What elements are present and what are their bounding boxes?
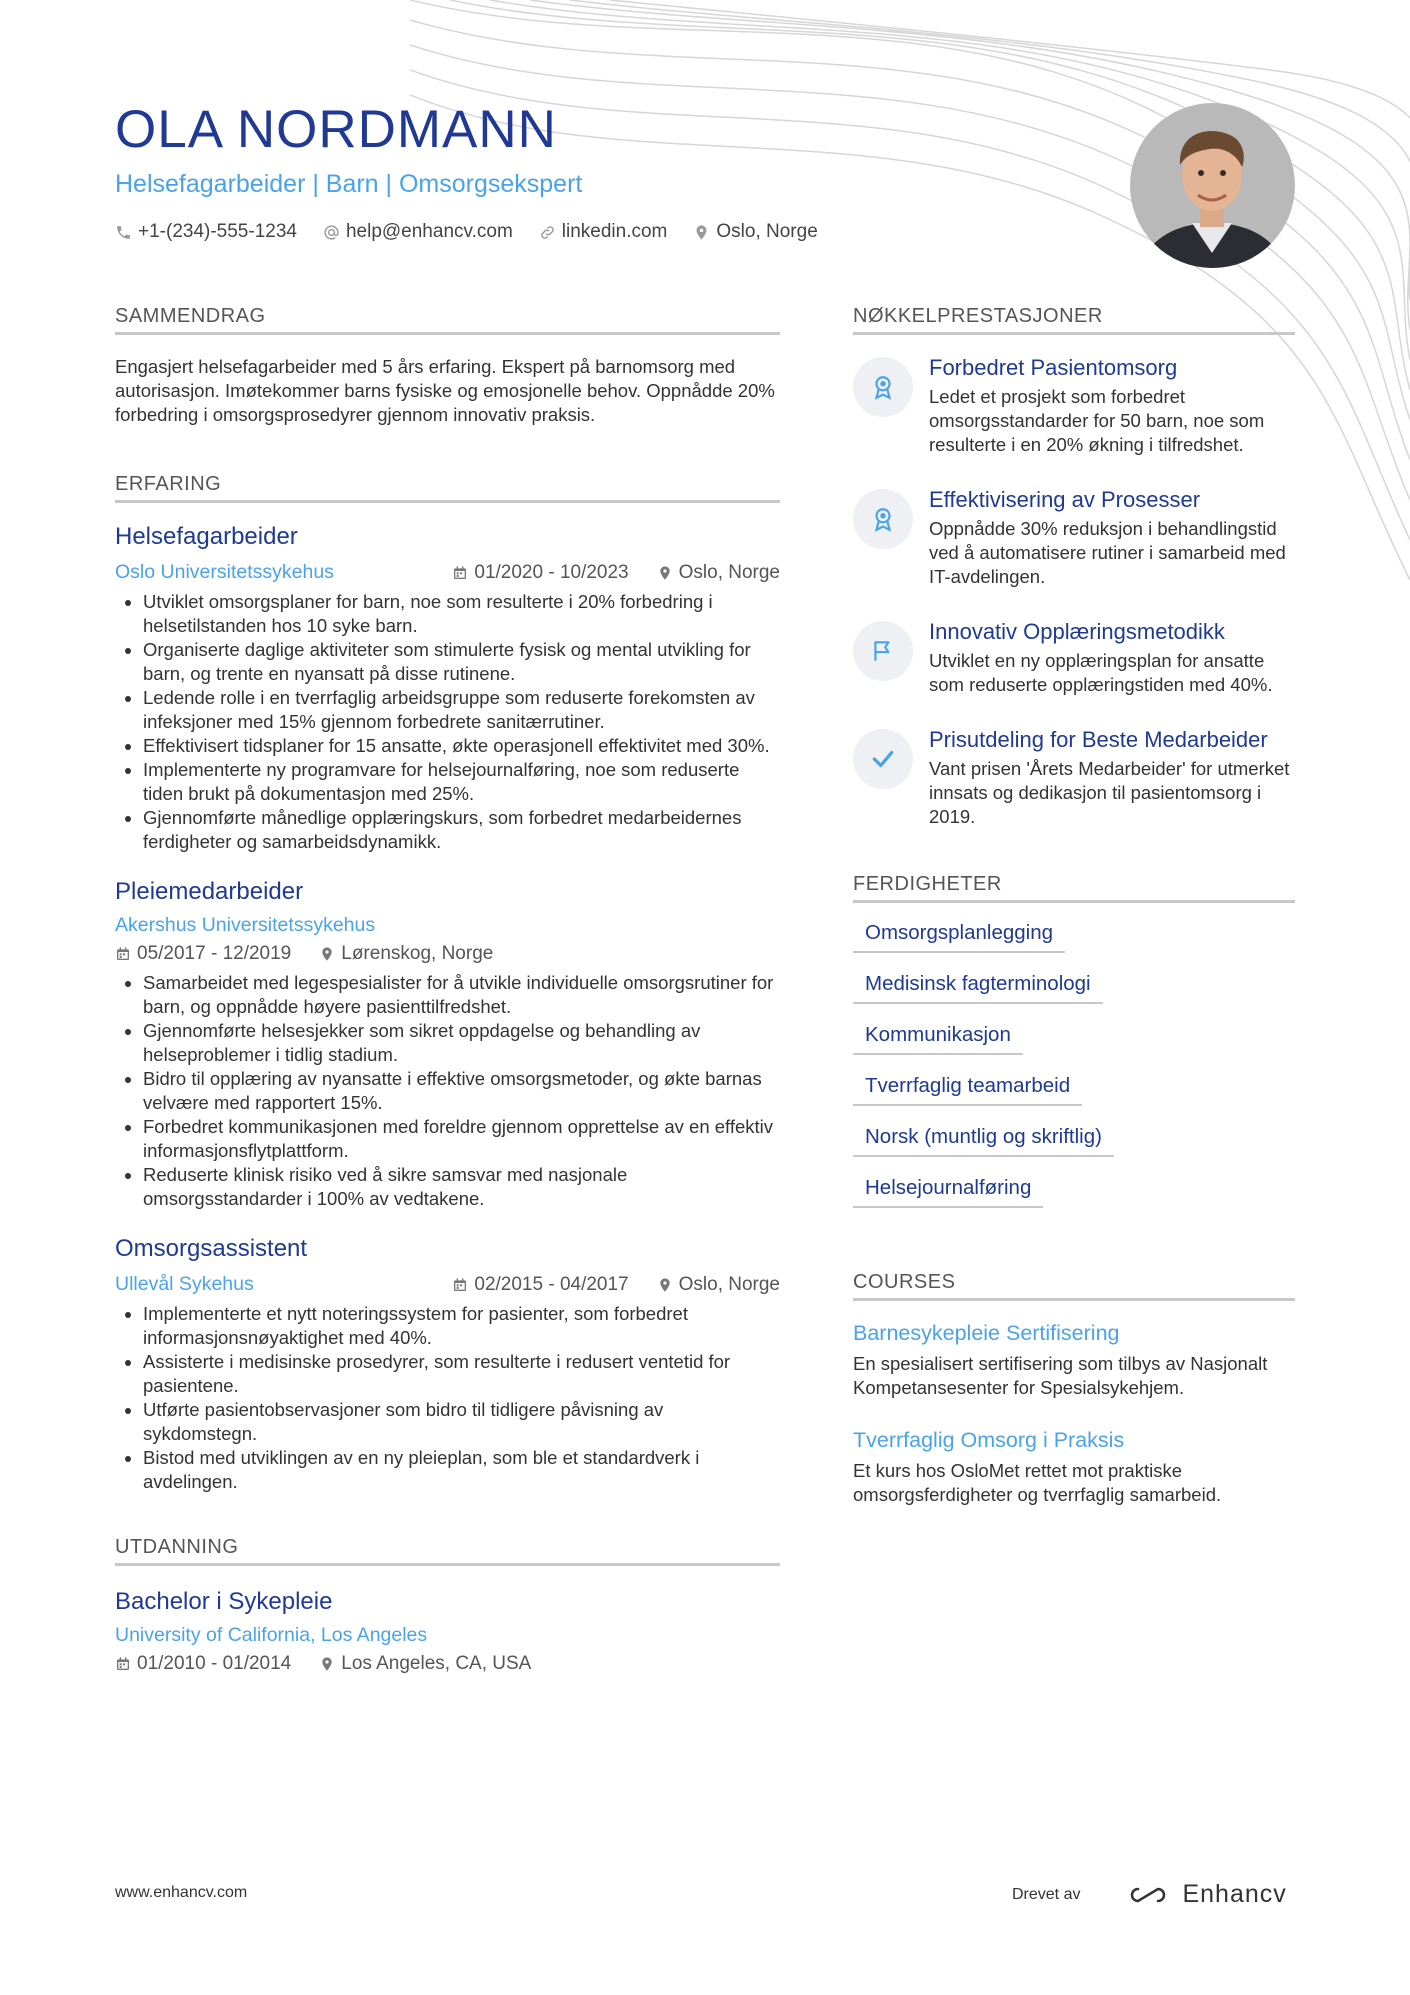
candidate-name: OLA NORDMANN — [115, 100, 557, 159]
resume-header — [115, 100, 1015, 243]
job-meta — [115, 1273, 780, 1296]
calendar-icon — [115, 946, 131, 962]
contact-row — [115, 221, 1015, 243]
job-title: Pleiemedarbeider — [115, 878, 304, 905]
course-title: Tverrfaglig Omsorg i Praksis — [853, 1428, 1125, 1452]
profile-photo — [1130, 103, 1295, 268]
job-meta-row — [115, 943, 780, 965]
achievement-item — [853, 355, 1295, 457]
footer-brand — [1012, 1880, 1287, 1909]
education-meta — [115, 1624, 780, 1647]
skill-tag: Medisinsk fagterminologi — [853, 972, 1103, 1004]
job-meta — [115, 561, 780, 584]
job-location — [657, 562, 780, 584]
calendar-icon — [452, 565, 468, 581]
course-desc: Et kurs hos OsloMet rettet mot praktiske omsorgsferdigheter og tverrfaglig samarbeid. — [853, 1460, 1222, 1505]
summary-heading: SAMMENDRAG — [115, 305, 780, 335]
linkedin-text: linkedin.com — [561, 221, 668, 242]
job-bullets — [115, 1302, 780, 1494]
course-item — [853, 1321, 1295, 1400]
bullet-item: • Samarbeidet med legespesialister for å utvikle individuelle omsorgsrutiner for barn, og oppnådde høyere pasienttilfredshet. — [143, 971, 780, 1019]
education-dates-text: 01/2010 - 01/2014 — [137, 1653, 292, 1674]
job-entry — [115, 878, 780, 1211]
bullet-item: • Ledende rolle i en tverrfaglig arbeidsgruppe som reduserte forekomsten av infeksjoner med 15% gjennom forbedrete sanitærrutiner. — [143, 686, 780, 734]
achievement-title: Prisutdeling for Beste Medarbeider — [929, 727, 1268, 752]
achievement-item — [853, 619, 1295, 697]
location-pin-icon — [319, 1656, 335, 1672]
job-meta — [115, 914, 780, 937]
location-pin-icon — [657, 1277, 673, 1293]
contact-linkedin[interactable] — [539, 221, 668, 243]
location-pin-icon — [657, 565, 673, 581]
achievements-heading: NØKKELPRESTASJONER — [853, 305, 1295, 335]
achievement-item — [853, 487, 1295, 589]
degree-title: Bachelor i Sykepleie — [115, 1588, 333, 1615]
course-desc: En spesialisert sertifisering som tilbys av Nasjonalt Kompetansesenter for Spesialsykehjem. — [853, 1353, 1268, 1398]
job-location-text: Oslo, Norge — [678, 1273, 780, 1295]
calendar-icon — [115, 1656, 131, 1672]
achievement-title: Effektivisering av Prosesser — [929, 487, 1201, 512]
bullet-item: • Utførte pasientobservasjoner som bidro til tidligere påvisning av sykdomstegn. — [143, 1398, 780, 1446]
job-company: Oslo Universitetssykehus — [115, 561, 334, 583]
bullet-item: • Gjennomførte helsesjekker som sikret oppdagelse og behandling av helseproblemer i tidlig stadium. — [143, 1019, 780, 1067]
bullet-item: • Forbedret kommunikasjonen med foreldre gjennom opprettelse av en effektiv informasjonsflytplattform. — [143, 1115, 780, 1163]
education-heading: UTDANNING — [115, 1536, 780, 1566]
flag-icon — [853, 621, 913, 681]
job-dates-text: 02/2015 - 04/2017 — [474, 1273, 629, 1295]
bullet-item: • Effektivisert tidsplaner for 15 ansatte, økte operasjonell effektivitet med 30%. — [143, 734, 780, 758]
candidate-tagline: Helsefagarbeider | Barn | Omsorgsekspert — [115, 170, 583, 198]
contact-location — [693, 221, 817, 243]
brand-name: Enhancv — [1182, 1880, 1287, 1908]
bullet-item: • Reduserte klinisk risiko ved å sikre samsvar med nasjonale omsorgsstandarder i 100% av vedtakene. — [143, 1163, 780, 1211]
school-name: University of California, Los Angeles — [115, 1624, 428, 1646]
bullet-item: • Implementerte ny programvare for helsejournalføring, noe som reduserte tiden brukt på dokumentasjon med 25%. — [143, 758, 780, 806]
job-bullets — [115, 590, 780, 854]
job-company: Ullevål Sykehus — [115, 1273, 254, 1295]
phone-icon — [115, 224, 132, 241]
courses-heading: COURSES — [853, 1271, 1295, 1301]
check-icon — [853, 729, 913, 789]
skill-tag: Norsk (muntlig og skriftlig) — [853, 1125, 1114, 1157]
bullet-item: • Bidro til opplæring av nyansatte i effektive omsorgsmetoder, og økte barnas velvære med rapportert 15%. — [143, 1067, 780, 1115]
job-location-text: Lørenskog, Norge — [341, 943, 494, 964]
location-pin-icon — [319, 946, 335, 962]
footer-url[interactable]: www.enhancv.com — [115, 1884, 248, 1901]
at-icon — [323, 224, 340, 241]
left-column — [115, 305, 780, 1675]
achievement-desc: Oppnådde 30% reduksjon i behandlingstid ved å automatisere rutiner i samarbeid med IT-avdelingen. — [929, 518, 1286, 587]
avatar-illustration — [1130, 103, 1295, 268]
course-item — [853, 1428, 1295, 1507]
calendar-icon — [452, 1277, 468, 1293]
email-text: help@enhancv.com — [345, 221, 513, 242]
achievement-title: Forbedret Pasientomsorg — [929, 355, 1178, 380]
education-entry — [115, 1588, 780, 1675]
location-pin-icon — [693, 224, 710, 241]
location-text: Oslo, Norge — [716, 221, 818, 242]
bullet-item: • Implementerte et nytt noteringssystem for pasienter, som forbedret informasjonsnøyaktighet med 40%. — [143, 1302, 780, 1350]
bullet-item: • Gjennomførte månedlige opplæringskurs, som forbedret medarbeidernes ferdigheter og samarbeidsdynamikk. — [143, 806, 780, 854]
skill-tag: Tverrfaglig teamarbeid — [853, 1074, 1082, 1106]
job-bullets — [115, 971, 780, 1211]
experience-heading: ERFARING — [115, 473, 780, 503]
contact-email[interactable] — [323, 221, 513, 243]
achievement-desc: Vant prisen 'Årets Medarbeider' for utmerket innsats og dedikasjon til pasientomsorg i 2019. — [929, 758, 1290, 827]
job-dates — [452, 562, 628, 584]
job-dates — [452, 1274, 628, 1296]
bullet-item: • Utviklet omsorgsplaner for barn, noe som resulterte i 20% forbedring i helsetilstanden hos 10 syke barn. — [143, 590, 780, 638]
job-dates-text: 05/2017 - 12/2019 — [137, 943, 292, 964]
bullet-item: • Organiserte daglige aktiviteter som stimulerte fysisk og mental utvikling for barn, og trente en nyansatt på disse rutinene. — [143, 638, 780, 686]
summary-text: Engasjert helsefagarbeider med 5 års erfaring. Ekspert på barnomsorg med autorisasjon. Imøtekommer barns fysiske og emosjonelle behov. Oppnådde 20% forbedring i omsorgsprosedyrer gjennom innovativ praksis. — [115, 356, 775, 425]
powered-by-text: Drevet av — [1012, 1885, 1081, 1903]
achievement-item — [853, 727, 1295, 829]
job-dates-text: 01/2020 - 10/2023 — [474, 561, 629, 583]
job-location — [657, 1274, 780, 1296]
education-meta-row — [115, 1653, 780, 1675]
job-entry — [115, 1235, 780, 1494]
achievement-title: Innovativ Opplæringsmetodikk — [929, 619, 1225, 644]
job-location-text: Oslo, Norge — [678, 561, 780, 583]
skills-heading: FERDIGHETER — [853, 873, 1295, 903]
award-icon — [853, 357, 913, 417]
bullet-item: • Assisterte i medisinske prosedyrer, som resulterte i redusert ventetid for pasientene. — [143, 1350, 780, 1398]
phone-text: +1-(234)-555-1234 — [138, 221, 297, 242]
job-location — [319, 943, 493, 965]
right-column — [853, 305, 1295, 1507]
job-title: Omsorgsassistent — [115, 1235, 308, 1262]
skill-tag: Kommunikasjon — [853, 1023, 1023, 1055]
contact-phone[interactable] — [115, 221, 297, 243]
course-title: Barnesykepleie Sertifisering — [853, 1321, 1120, 1345]
achievement-desc: Utviklet en ny opplæringsplan for ansatte som reduserte opplæringstiden med 40%. — [929, 650, 1273, 695]
skill-tag: Helsejournalføring — [853, 1176, 1043, 1208]
skills-list — [853, 921, 1295, 1227]
skill-tag: Omsorgsplanlegging — [853, 921, 1065, 953]
education-location — [319, 1653, 531, 1675]
job-title: Helsefagarbeider — [115, 523, 298, 550]
job-dates — [115, 943, 291, 965]
bullet-item: • Bistod med utviklingen av en ny pleieplan, som ble et standardverk i avdelingen. — [143, 1446, 780, 1494]
link-icon — [539, 224, 556, 241]
job-entry — [115, 523, 780, 854]
award-icon — [853, 489, 913, 549]
achievement-desc: Ledet et prosjekt som forbedret omsorgsstandarder for 50 barn, noe som resulterte i en 20% økning i tilfredshet. — [929, 386, 1265, 455]
education-dates — [115, 1653, 291, 1675]
education-location-text: Los Angeles, CA, USA — [341, 1653, 532, 1674]
job-company: Akershus Universitetssykehus — [115, 914, 376, 936]
enhancv-logo-icon — [1124, 1883, 1172, 1907]
